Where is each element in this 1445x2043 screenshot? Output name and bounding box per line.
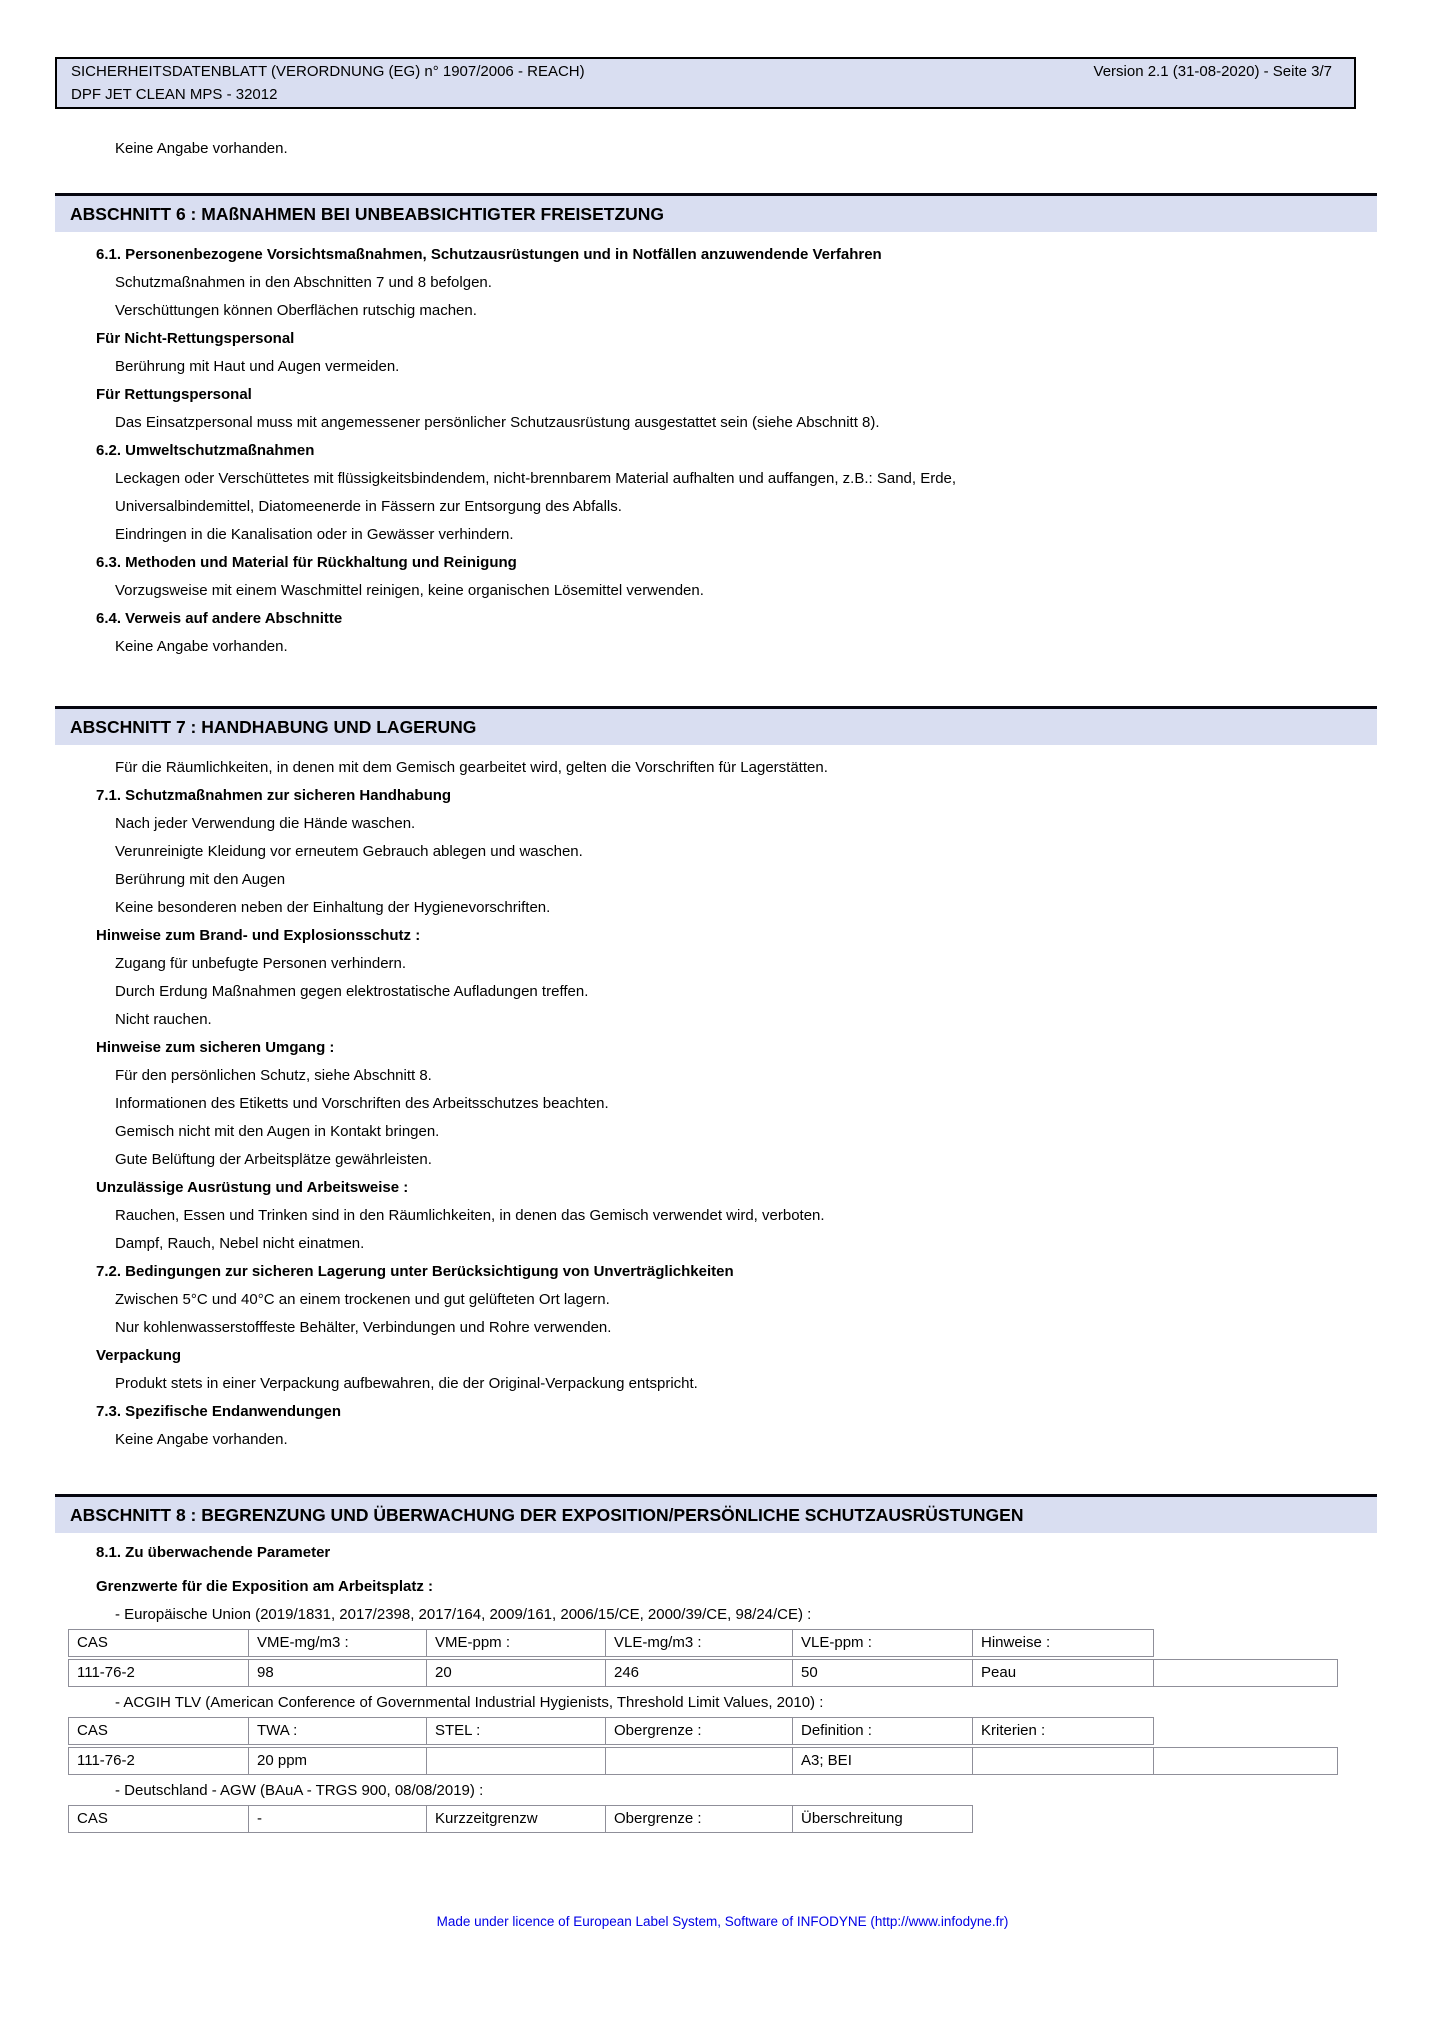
table-header-cell: Kurzzeitgrenzw [426, 1805, 606, 1833]
paragraph-line: Leckagen oder Verschüttetes mit flüssigkeitsbindendem, nicht-brennbarem Material aufhalten und auffangen, z.B.: Sand, Erde, [115, 470, 957, 487]
table-cell [605, 1747, 793, 1775]
document-body [0, 107, 1445, 1835]
subsection-heading: 8.1. Zu überwachende Parameter [96, 1544, 331, 1561]
eu-exposure-limits-table [68, 1629, 1445, 1687]
table-cell [972, 1747, 1154, 1775]
table-row [68, 1747, 1445, 1775]
paragraph-line: Schutzmaßnahmen in den Abschnitten 7 und 8 befolgen. [115, 274, 492, 291]
table-header-cell: CAS [68, 1717, 249, 1745]
table-header-row [68, 1717, 1445, 1745]
table-row [68, 1659, 1445, 1687]
subsection-heading: 7.3. Spezifische Endanwendungen [96, 1403, 342, 1420]
section-7 [0, 706, 1445, 1454]
table-cell: 50 [792, 1659, 973, 1687]
sub-heading: Für Rettungspersonal [96, 386, 252, 403]
paragraph-line: Durch Erdung Maßnahmen gegen elektrostatische Aufladungen treffen. [115, 983, 589, 1000]
paragraph-line: Keine Angabe vorhanden. [115, 638, 288, 655]
paragraph-line: Dampf, Rauch, Nebel nicht einatmen. [115, 1235, 365, 1252]
table-cell-empty [1153, 1659, 1338, 1687]
paragraph-line: Verschüttungen können Oberflächen rutschig machen. [115, 302, 477, 319]
paragraph-line: Universalbindemittel, Diatomeenerde in Fässern zur Entsorgung des Abfalls. [115, 498, 622, 515]
document-header [55, 57, 1356, 109]
table-header-cell: Obergrenze : [605, 1717, 793, 1745]
subsection-heading: 6.3. Methoden und Material für Rückhaltung und Reinigung [96, 554, 517, 571]
section-8 [0, 1494, 1445, 1833]
table-cell: 246 [605, 1659, 793, 1687]
note-line: - Europäische Union (2019/1831, 2017/2398, 2017/164, 2009/161, 2006/15/CE, 2000/39/CE, 98/24/CE) : [115, 1606, 812, 1623]
paragraph-line: Für den persönlichen Schutz, siehe Abschnitt 8. [115, 1067, 432, 1084]
paragraph-line: Keine Angabe vorhanden. [115, 140, 288, 157]
subsection-heading: 7.2. Bedingungen zur sicheren Lagerung unter Berücksichtigung von Unverträglichkeiten [96, 1263, 734, 1280]
section-title-bar [55, 1494, 1377, 1533]
table-header-cell: - [248, 1805, 427, 1833]
sub-heading: Hinweise zum sicheren Umgang : [96, 1039, 335, 1056]
paragraph-line: Gute Belüftung der Arbeitsplätze gewährleisten. [115, 1151, 432, 1168]
table-header-cell: VME-ppm : [426, 1629, 606, 1657]
table-cell: 20 ppm [248, 1747, 427, 1775]
sub-heading: Hinweise zum Brand- und Explosionsschutz : [96, 927, 421, 944]
paragraph-line: Berührung mit Haut und Augen vermeiden. [115, 358, 400, 375]
section-title-bar [55, 706, 1377, 745]
deutschland-agw-table [68, 1805, 1445, 1833]
sections-container [0, 193, 1445, 1833]
paragraph-line: Produkt stets in einer Verpackung aufbewahren, die der Original-Verpackung entspricht. [115, 1375, 698, 1392]
table-header-cell: Obergrenze : [605, 1805, 793, 1833]
paragraph-line: Vorzugsweise mit einem Waschmittel reinigen, keine organischen Lösemittel verwenden. [115, 582, 704, 599]
note-line: - Deutschland - AGW (BAuA - TRGS 900, 08/08/2019) : [115, 1782, 484, 1799]
table-cell [426, 1747, 606, 1775]
paragraph-line: Zugang für unbefugte Personen verhindern. [115, 955, 407, 972]
paragraph-line: Keine Angabe vorhanden. [115, 1431, 288, 1448]
table-header-cell: TWA : [248, 1717, 427, 1745]
table-cell: 111-76-2 [68, 1659, 249, 1687]
paragraph-line: Gemisch nicht mit den Augen in Kontakt bringen. [115, 1123, 440, 1140]
paragraph-line: Nicht rauchen. [115, 1011, 212, 1028]
section-title: ABSCHNITT 6 : MAßNAHMEN BEI UNBEABSICHTIGTER FREISETZUNG [70, 204, 665, 224]
table-header-cell: VLE-mg/m3 : [605, 1629, 793, 1657]
section-title-bar [55, 193, 1377, 232]
sub-heading: Unzulässige Ausrüstung und Arbeitsweise : [96, 1179, 409, 1196]
product-name: DPF JET CLEAN MPS - 32012 [71, 86, 278, 103]
paragraph-line: Keine besonderen neben der Einhaltung der Hygienevorschriften. [115, 899, 551, 916]
paragraph-line: Zwischen 5°C und 40°C an einem trockenen und gut gelüfteten Ort lagern. [115, 1291, 610, 1308]
table-header-cell: CAS [68, 1805, 249, 1833]
table-header-row [68, 1629, 1445, 1657]
table-cell: 20 [426, 1659, 606, 1687]
table-header-cell: STEL : [426, 1717, 606, 1745]
paragraph-line: Rauchen, Essen und Trinken sind in den Räumlichkeiten, in denen das Gemisch verwendet wird, verboten. [115, 1207, 825, 1224]
version-page-info: Version 2.1 (31-08-2020) - Seite 3/7 [1093, 63, 1332, 80]
table-cell-empty [1153, 1747, 1338, 1775]
paragraph-line: Berührung mit den Augen [115, 871, 286, 888]
table-cell: Peau [972, 1659, 1154, 1687]
subsection-heading: 6.4. Verweis auf andere Abschnitte [96, 610, 343, 627]
table-header-cell: Überschreitung [792, 1805, 973, 1833]
paragraph-line: Das Einsatzpersonal muss mit angemessener persönlicher Schutzausrüstung ausgestattet sein (siehe Abschnitt 8). [115, 414, 880, 431]
sub-heading: Für Nicht-Rettungspersonal [96, 330, 295, 347]
paragraph-line: Für die Räumlichkeiten, in denen mit dem Gemisch gearbeitet wird, gelten die Vorschriften für Lagerstätten. [115, 759, 828, 776]
section-title: ABSCHNITT 7 : HANDHABUNG UND LAGERUNG [70, 717, 477, 737]
paragraph-line: Nach jeder Verwendung die Hände waschen. [115, 815, 416, 832]
table-header-cell: VME-mg/m3 : [248, 1629, 427, 1657]
table-header-cell: Kriterien : [972, 1717, 1154, 1745]
sub-heading: Verpackung [96, 1347, 182, 1364]
table-cell: 111-76-2 [68, 1747, 249, 1775]
table-header-cell: VLE-ppm : [792, 1629, 973, 1657]
section-body [0, 745, 1445, 1454]
paragraph-line: Nur kohlenwasserstofffeste Behälter, Verbindungen und Rohre verwenden. [115, 1319, 612, 1336]
note-line: - ACGIH TLV (American Conference of Governmental Industrial Hygienists, Threshold Limit Values, 2010) : [115, 1694, 824, 1711]
table-cell: 98 [248, 1659, 427, 1687]
section-6 [0, 193, 1445, 661]
footer-credit: Made under licence of European Label System, Software of INFODYNE (http://www.infodyne.fr) [436, 1914, 1009, 1929]
table-header-cell: CAS [68, 1629, 249, 1657]
subsection-heading: 6.1. Personenbezogene Vorsichtsmaßnahmen, Schutzausrüstungen und in Notfällen anzuwendende Verfahren [96, 246, 882, 263]
sub-heading: Grenzwerte für die Exposition am Arbeitsplatz : [96, 1578, 434, 1595]
section-body [0, 232, 1445, 661]
table-cell: A3; BEI [792, 1747, 973, 1775]
paragraph-line: Informationen des Etiketts und Vorschriften des Arbeitsschutzes beachten. [115, 1095, 609, 1112]
paragraph-line: Verunreinigte Kleidung vor erneutem Gebrauch ablegen und waschen. [115, 843, 583, 860]
paragraph-line: Eindringen in die Kanalisation oder in Gewässer verhindern. [115, 526, 514, 543]
section-title: ABSCHNITT 8 : BEGRENZUNG UND ÜBERWACHUNG DER EXPOSITION/PERSÖNLICHE SCHUTZAUSRÜSTUNGEN [70, 1505, 1024, 1525]
section-body [0, 1533, 1445, 1833]
table-header-cell: Hinweise : [972, 1629, 1154, 1657]
table-header-row [68, 1805, 1445, 1833]
subsection-heading: 7.1. Schutzmaßnahmen zur sicheren Handhabung [96, 787, 452, 804]
table-header-cell: Definition : [792, 1717, 973, 1745]
acgih-tlv-table [68, 1717, 1445, 1775]
subsection-heading: 6.2. Umweltschutzmaßnahmen [96, 442, 315, 459]
document-title: SICHERHEITSDATENBLATT (VERORDNUNG (EG) n° 1907/2006 - REACH) [71, 63, 585, 80]
